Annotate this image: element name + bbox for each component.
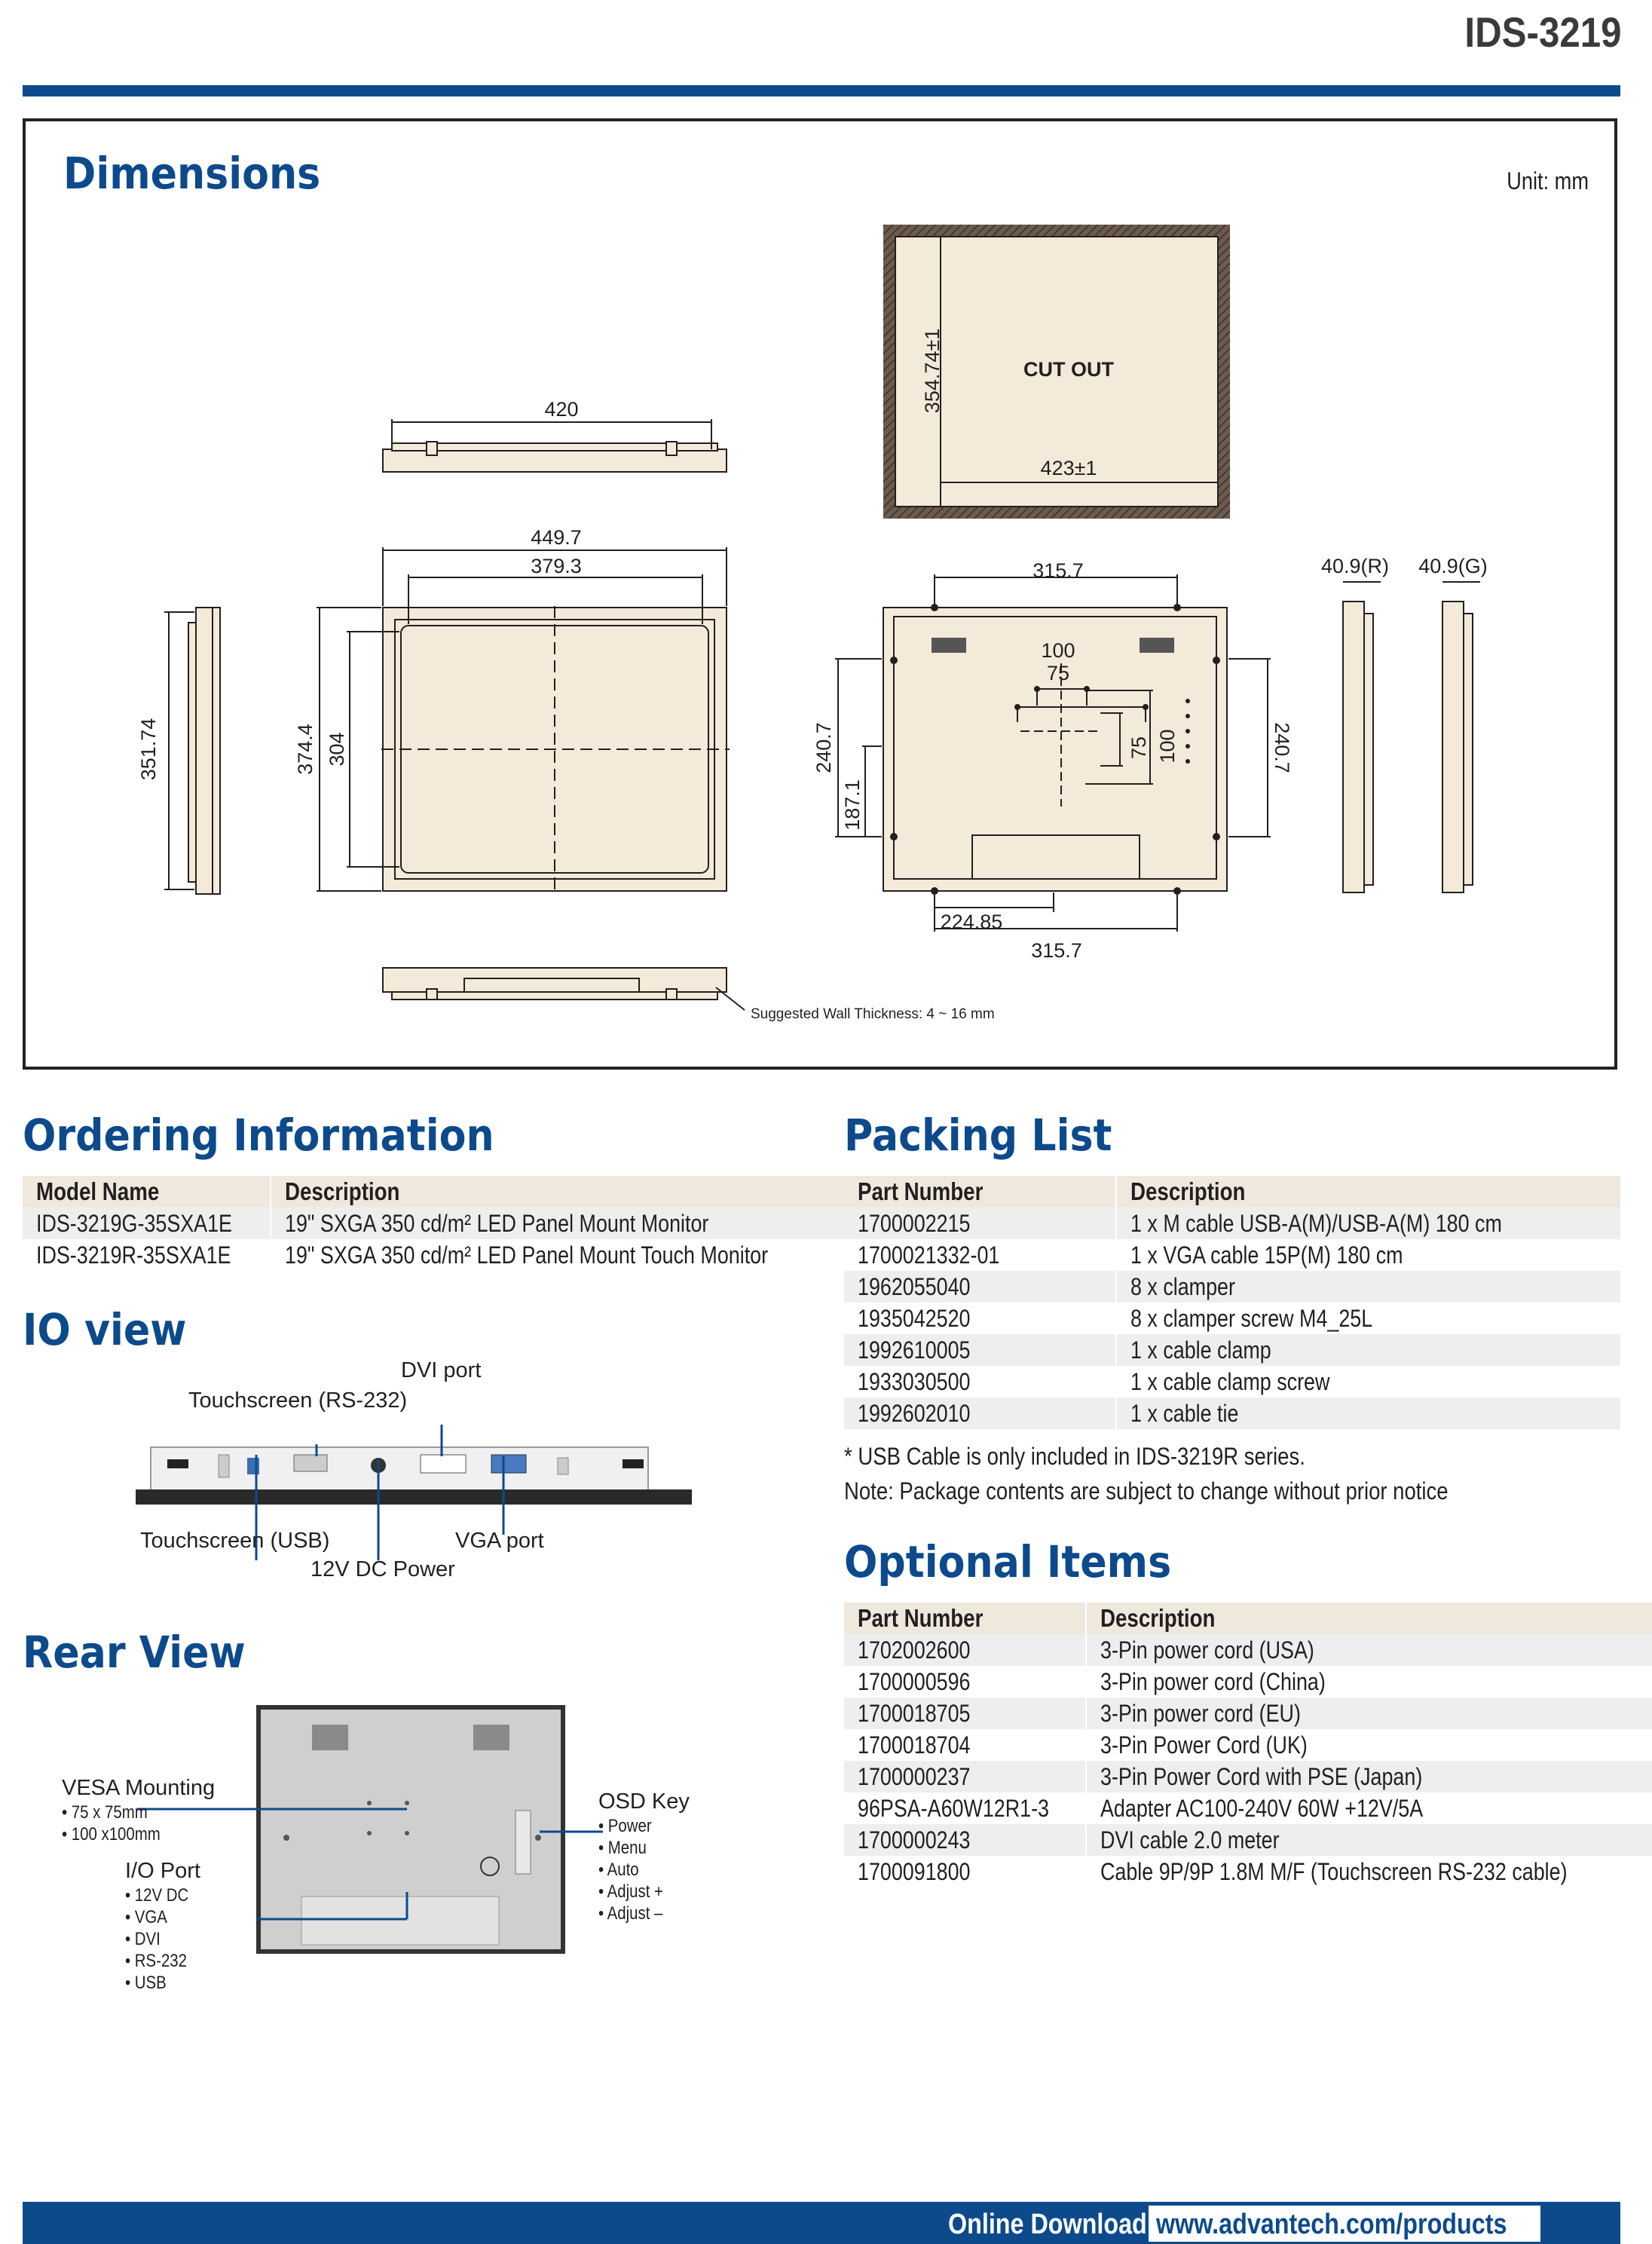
osd-key-item: • Adjust + [598,1881,663,1902]
dim-side-g: 40.9(G) [1418,555,1488,577]
label-touchscreen-usb: Touchscreen (USB) [140,1529,330,1553]
col-description: Description [271,1176,860,1208]
label-vga-port: VGA port [455,1529,544,1553]
dim-side-h: 351.74 [137,718,160,781]
osd-key-item: • Adjust – [598,1903,663,1924]
dim-rear-top-w: 315.7 [1032,559,1084,582]
table-row: 1933030500 1 x cable clamp screw [844,1366,1620,1398]
top-view-drawing [383,419,727,472]
table-row: 1700000243 DVI cable 2.0 meter [844,1824,1652,1856]
vesa-item: • 75 x 75mm [62,1802,148,1823]
io-view-title: IO view [23,1304,187,1355]
cutout-label: CUT OUT [1023,358,1114,381]
osd-key-title: OSD Key [598,1789,690,1814]
dim-front-outer-w: 449.7 [531,526,582,549]
dim-top-w: 420 [544,398,579,421]
dim-rear-bottom-w1: 224.85 [940,911,1003,933]
dim-side-r: 40.9(R) [1320,555,1390,577]
rear-view-drawing [835,574,1271,932]
col-model-name: Model Name [23,1176,271,1208]
osd-key-item: • Auto [598,1860,639,1880]
dim-rear-vesa-75: 75 [1046,662,1070,684]
table-row: 1700021332-01 1 x VGA cable 15P(M) 180 cm [844,1239,1620,1271]
table-row: 96PSA-A60W12R1-3 Adapter AC100-240V 60W +12V/5A [844,1792,1652,1824]
table-row: 1700018705 3-Pin power cord (EU) [844,1698,1652,1729]
table-row: 1962055040 8 x clamper [844,1271,1620,1303]
label-touchscreen-rs232: Touchscreen (RS-232) [188,1388,408,1413]
vesa-mounting-title: VESA Mounting [62,1776,216,1800]
table-row: 1935042520 8 x clamper screw M4_25L [844,1303,1620,1334]
table-row: 1992602010 1 x cable tie [844,1398,1620,1429]
col-part-number: Part Number [844,1603,1086,1634]
dim-front-inner-w: 379.3 [531,555,582,577]
io-leader-lines [0,1410,754,1560]
table-row: 1700018704 3-Pin Power Cord (UK) [844,1729,1652,1761]
packing-list-table [844,1176,1620,1429]
io-port-item: • VGA [125,1907,167,1927]
front-view-drawing [317,547,730,892]
dim-rear-vesa-75-v: 75 [1127,736,1150,760]
table-row: 1700000237 3-Pin Power Cord with PSE (Japan) [844,1761,1652,1792]
optional-items-table [844,1603,1652,1887]
io-port-item: • DVI [125,1929,161,1949]
dim-front-inner-h: 304 [326,732,348,767]
io-port-title: I/O Port [125,1859,200,1883]
dim-rear-right-h: 240.7 [1271,722,1293,773]
packing-note-usb: * USB Cable is only included in IDS-3219R series. [844,1443,1305,1470]
table-row: 1700000596 3-Pin power cord (China) [844,1666,1652,1698]
model-title: IDS-3219 [1464,8,1622,56]
dim-rear-vesa-100-v: 100 [1156,729,1179,764]
dim-front-outer-h: 374.4 [294,724,317,775]
unit-label: Unit: mm [1507,167,1589,194]
table-row: 1700002215 1 x M cable USB-A(M)/USB-A(M) 180 cm [844,1208,1620,1239]
table-row: 1702002600 3-Pin power cord (USA) [844,1634,1652,1666]
osd-key-item: • Menu [598,1838,647,1858]
optional-items-title: Optional Items [844,1536,1172,1587]
table-row: 1700091800 Cable 9P/9P 1.8M M/F (Touchscreen RS-232 cable) [844,1856,1652,1887]
io-port-item: • USB [125,1973,167,1993]
label-dvi-port: DVI port [401,1358,482,1382]
table-row: IDS-3219R-35SXA1E 19" SXGA 350 cd/m² LED Panel Mount Touch Monitor [23,1239,860,1271]
dim-cut-w: 423±1 [1040,457,1097,479]
packing-note-contents: Note: Package contents are subject to change without prior notice [844,1477,1449,1505]
dim-rear-left-h2: 187.1 [841,779,864,831]
dim-cut-h: 354.74±1 [921,328,944,414]
table-row: IDS-3219G-35SXA1E 19" SXGA 350 cd/m² LED Panel Mount Monitor [23,1208,860,1239]
bottom-view-drawing [383,968,745,1010]
dimension-drawings [0,0,1652,1070]
dim-rear-bottom-w2: 315.7 [1031,939,1082,962]
osd-key-item: • Power [598,1816,652,1836]
label-12v-dc-power: 12V DC Power [311,1557,455,1581]
col-description: Description [1086,1603,1652,1634]
vesa-item: • 100 x100mm [62,1824,161,1844]
wall-thickness-note: Suggested Wall Thickness: 4 ~ 16 mm [751,1006,995,1022]
col-description: Description [1116,1176,1620,1208]
io-port-item: • RS-232 [125,1951,187,1971]
footer-url-text[interactable]: www.advantech.com/products [1156,2209,1507,2240]
dimensions-title: Dimensions [63,148,321,199]
right-side-drawings [1343,582,1480,892]
dim-rear-vesa-100: 100 [1041,639,1075,662]
packing-list-title: Packing List [844,1110,1112,1161]
ordering-table [23,1176,860,1271]
left-side-drawing [164,608,220,894]
table-row: 1992610005 1 x cable clamp [844,1334,1620,1366]
io-port-item: • 12V DC [125,1885,189,1906]
footer-link[interactable] [1149,2206,1540,2242]
footer-label: Online Download [948,2209,1147,2240]
ordering-title: Ordering Information [23,1110,494,1161]
col-part-number: Part Number [844,1176,1116,1208]
dim-rear-left-h: 240.7 [812,722,835,773]
rear-view-title: Rear View [23,1627,246,1678]
